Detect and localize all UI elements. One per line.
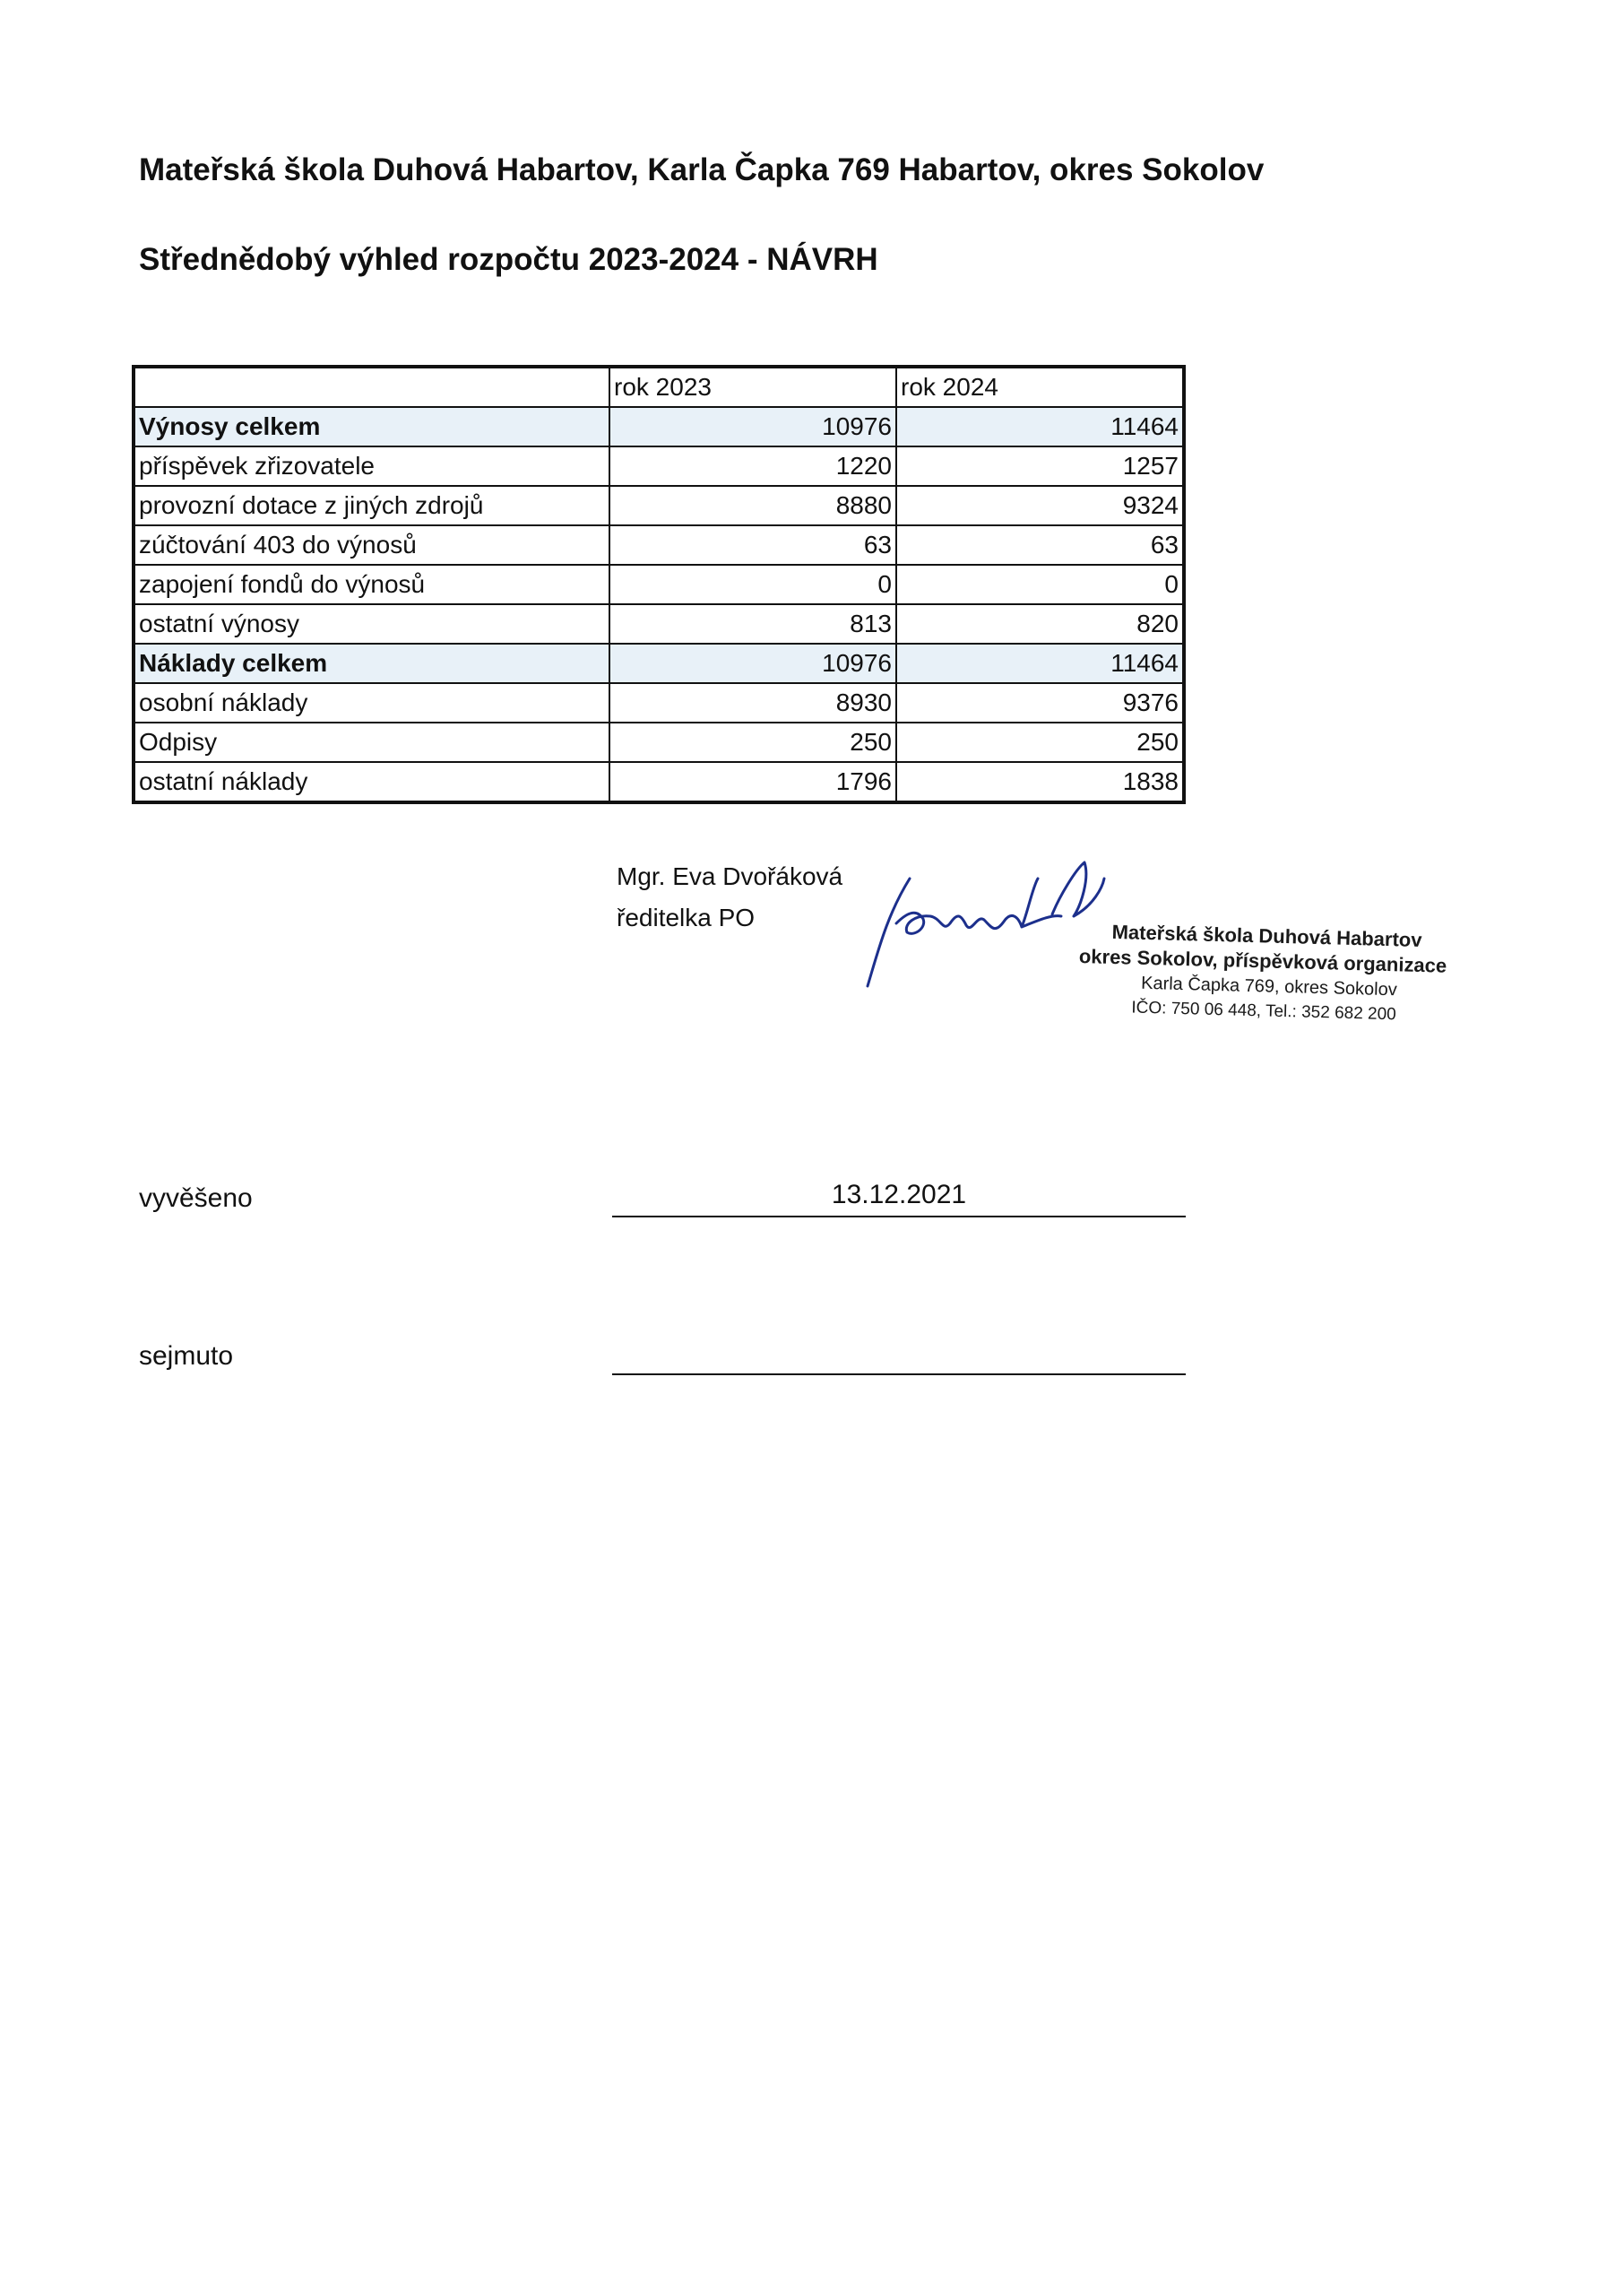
value-2023: 63	[609, 525, 896, 565]
row-label: Náklady celkem	[134, 644, 609, 683]
table-row	[134, 683, 1184, 723]
row-label: ostatní náklady	[134, 762, 609, 802]
value-2023: 10976	[609, 644, 896, 683]
stamp-line: Mateřská škola Duhová Habartov	[1111, 920, 1422, 951]
row-label: Odpisy	[134, 723, 609, 762]
budget-table	[132, 365, 1186, 804]
value-2024: 63	[896, 525, 1184, 565]
value-2024: 9324	[896, 486, 1184, 525]
signer-name: Mgr. Eva Dvořáková	[617, 862, 843, 890]
stamp-line: IČO: 750 06 448, Tel.: 352 682 200	[1131, 998, 1397, 1025]
header-cell-2024: rok 2024	[896, 367, 1184, 407]
official-stamp	[1077, 919, 1447, 1029]
row-label: Výnosy celkem	[134, 407, 609, 446]
value-2023: 10976	[609, 407, 896, 446]
table-row-revenue-total	[134, 407, 1184, 446]
value-2023: 813	[609, 604, 896, 644]
value-2023: 250	[609, 723, 896, 762]
value-2024: 1838	[896, 762, 1184, 802]
table-row	[134, 723, 1184, 762]
stamp-line: okres Sokolov, příspěvková organizace	[1078, 944, 1447, 977]
value-2024: 9376	[896, 683, 1184, 723]
posted-underline	[612, 1216, 1186, 1217]
row-label: zapojení fondů do výnosů	[134, 565, 609, 604]
row-label: osobní náklady	[134, 683, 609, 723]
value-2023: 1796	[609, 762, 896, 802]
table-row	[134, 565, 1184, 604]
organization-title: Mateřská škola Duhová Habartov, Karla Čapka 769 Habartov, okres Sokolov	[139, 152, 1265, 187]
table-row	[134, 762, 1184, 802]
value-2024: 820	[896, 604, 1184, 644]
value-2024: 1257	[896, 446, 1184, 486]
row-label: ostatní výnosy	[134, 604, 609, 644]
posted-date: 13.12.2021	[831, 1180, 967, 1209]
value-2024: 11464	[896, 644, 1184, 683]
value-2023: 8930	[609, 683, 896, 723]
posted-label: vyvěšeno	[139, 1183, 253, 1213]
value-2024: 0	[896, 565, 1184, 604]
removed-label: sejmuto	[139, 1341, 234, 1371]
document-title: Střednědobý výhled rozpočtu 2023-2024 - NÁVRH	[139, 242, 878, 277]
table-row	[134, 446, 1184, 486]
stamp-line: Karla Čapka 769, okres Sokolov	[1140, 973, 1398, 1000]
value-2024: 250	[896, 723, 1184, 762]
header-cell-label	[134, 367, 609, 407]
row-label: příspěvek zřizovatele	[134, 446, 609, 486]
value-2023: 8880	[609, 486, 896, 525]
value-2024: 11464	[896, 407, 1184, 446]
removed-underline	[612, 1373, 1186, 1375]
table-row	[134, 525, 1184, 565]
table-row-cost-total	[134, 644, 1184, 683]
table-row	[134, 604, 1184, 644]
row-label: provozní dotace z jiných zdrojů	[134, 486, 609, 525]
value-2023: 1220	[609, 446, 896, 486]
value-2023: 0	[609, 565, 896, 604]
table-row	[134, 486, 1184, 525]
table-header-row	[134, 367, 1184, 407]
signer-role: ředitelka PO	[617, 904, 756, 931]
row-label: zúčtování 403 do výnosů	[134, 525, 609, 565]
header-cell-2023: rok 2023	[609, 367, 896, 407]
